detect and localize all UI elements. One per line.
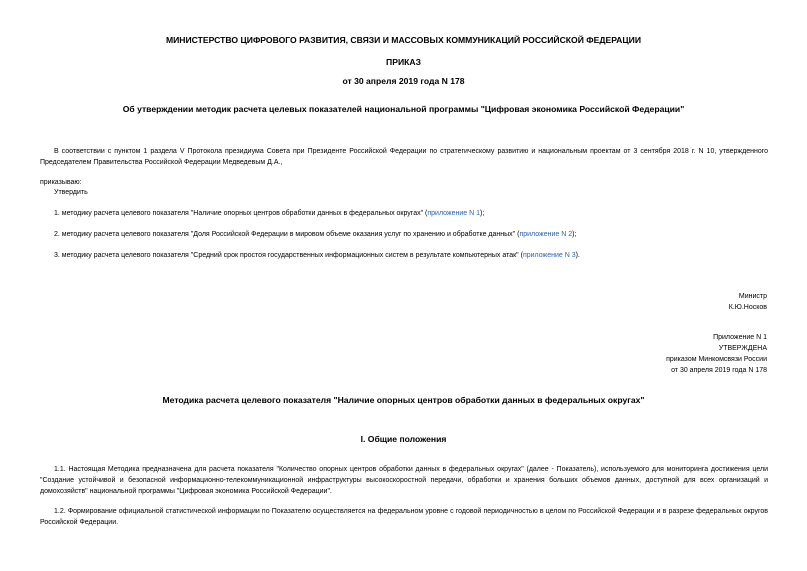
list-item-text: 2. методику расчета целевого показателя "Доля Российской Федерации в мировом объеме оказания услуг по хранению и обработке данных" ( [54,231,520,238]
appendix-stamp-line: приказом Минкомсвязи России [666,356,767,363]
list-item-text: 1. методику расчета целевого показателя "Наличие опорных центров обработки данных в федеральных округах" ( [54,210,428,217]
paragraph-1-2: 1.2. Формирование официальной статистической информации по Показателю осуществляется на федеральном уровне с годовой периодичностью в целом по Российской Федерации и в разрезе федеральных округов Российской Федерации. [40,508,768,526]
preamble-paragraph: В соответствии с пунктом 1 раздела V Протокола президиума Совета при Президенте Российской Федерации по стратегическому развитию и национальным проектам от 3 сентября 2018 г. N 10, утвержденного Председателем Правительства Российской Федерации Медведевым Д.А., [40,148,768,166]
approve-word: Утвердить [54,189,88,196]
appendix-stamp-line: УТВЕРЖДЕНА [718,345,767,352]
signature-name: К.Ю.Носков [728,304,767,311]
order-date-number: от 30 апреля 2019 года N 178 [342,76,465,86]
signature-position: Министр [738,293,767,300]
appendix-stamp-line: от 30 апреля 2019 года N 178 [671,367,767,374]
paragraph-1-1: 1.1. Настоящая Методика предназначена для расчета показателя "Количество опорных центров обработки данных в федеральных округах" (далее - Показатель), используемого для мониторинга достижения цели "Создание устойчивой и безопасной информационно-телекоммуникационной инфраструктуры высокоскоростной передачи, обработки и хранения больших объемов данных, доступной для всех организаций и домохозяйств" национальной программы "Цифровая экономика Российской Федерации". [40,466,768,495]
list-item-tail: ); [480,210,485,217]
methodology-title: Методика расчета целевого показателя "Наличие опорных центров обработки данных в федеральных округах" [162,395,645,405]
order-heading: ПРИКАЗ [386,57,421,67]
appendix-1-link[interactable]: приложение N 1 [427,210,480,217]
appendix-2-link[interactable]: приложение N 2 [519,231,573,238]
appendix-3-link[interactable]: приложение N 3 [522,252,576,259]
list-item [54,229,576,240]
appendix-stamp-line: Приложение N 1 [713,334,767,341]
order-title: Об утверждении методик расчета целевых показателей национальной программы "Цифровая экономика Российской Федерации" [122,104,685,114]
list-item [54,250,580,261]
list-item-tail: ); [572,231,577,238]
order-word: приказываю: [40,179,82,186]
list-item [54,208,484,219]
list-item-text: 3. методику расчета целевого показателя "Средний срок простоя государственных информационных систем в результате компьютерных атак" ( [54,252,523,259]
list-item-tail: ). [575,252,580,259]
ministry-heading: МИНИСТЕРСТВО ЦИФРОВОГО РАЗВИТИЯ, СВЯЗИ И МАССОВЫХ КОММУНИКАЦИЙ РОССИЙСКОЙ ФЕДЕРАЦИИ [165,35,642,45]
section-title: I. Общие положения [360,434,447,444]
